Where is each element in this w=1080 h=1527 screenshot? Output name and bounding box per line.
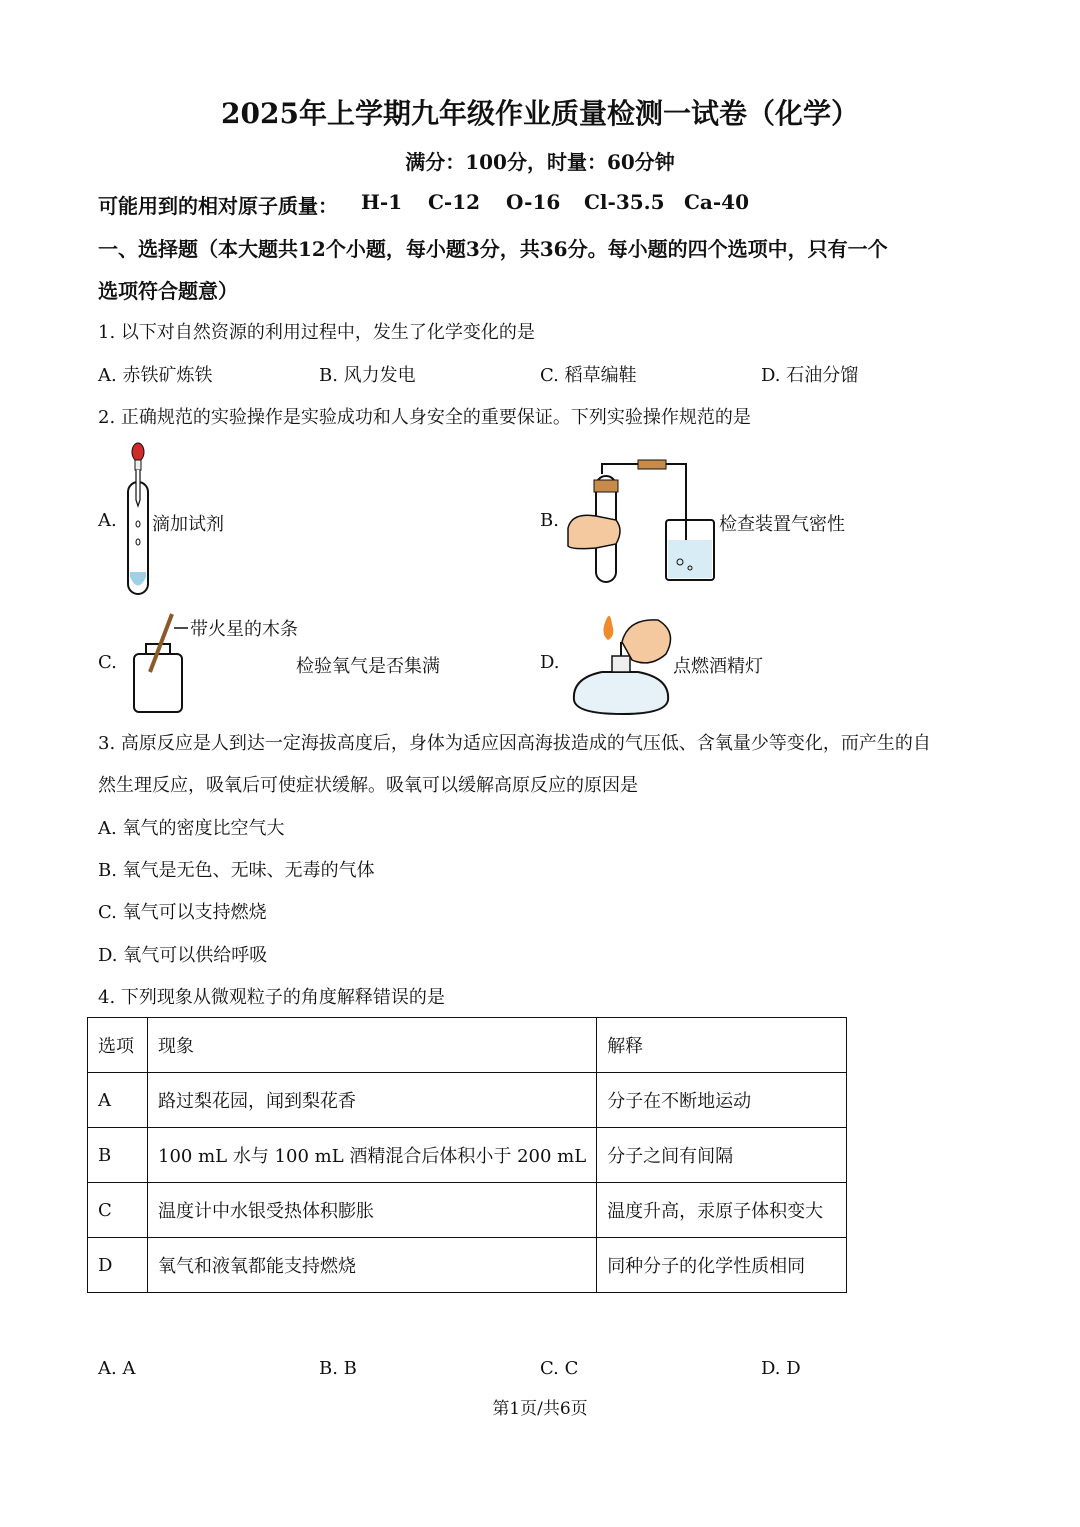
atomic-mass-cl: Cl-35.5 — [584, 190, 665, 214]
q1-option-a: A. 赤铁矿炼铁 — [98, 365, 213, 386]
q3-option-b: B. 氧气是无色、无味、无毒的气体 — [98, 860, 375, 881]
table-row — [88, 1183, 847, 1238]
q3-stem-line2: 然生理反应，吸氧后可使症状缓解。吸氧可以缓解高原反应的原因是 — [98, 775, 638, 796]
exam-info: 满分：100分，时量：60分钟 — [405, 150, 675, 174]
header-explanation: 解释 — [597, 1018, 847, 1073]
table-row — [88, 1073, 847, 1128]
q2-c-callout: 带火星的木条 — [190, 619, 298, 640]
row-phenomenon: 温度计中水银受热体积膨胀 — [148, 1183, 597, 1238]
table-row — [88, 1238, 847, 1293]
q2-stem: 2. 正确规范的实验操作是实验成功和人身安全的重要保证。下列实验操作规范的是 — [98, 407, 751, 428]
q4-option-a: A. A — [98, 1358, 136, 1379]
q2-a-letter: A. — [98, 510, 117, 531]
q3-stem-line1: 3. 高原反应是人到达一定海拔高度后，身体为适应因高海拔造成的气压低、含氧量少等变化，而产生的自 — [98, 733, 931, 754]
page-footer: 第1页/共6页 — [492, 1399, 588, 1419]
row-explanation: 温度升高，汞原子体积变大 — [597, 1183, 847, 1238]
row-explanation: 分子在不断地运动 — [597, 1073, 847, 1128]
alcohol-lamp-figure — [566, 612, 676, 716]
atomic-mass-c: C-12 — [428, 190, 481, 214]
row-option: B — [88, 1128, 148, 1183]
table-row — [88, 1128, 847, 1183]
q4-table — [87, 1017, 847, 1293]
row-phenomenon: 路过梨花园，闻到梨花香 — [148, 1073, 597, 1128]
q1-option-c: C. 稻草编鞋 — [540, 365, 637, 386]
q2-b-letter: B. — [540, 510, 559, 531]
oxygen-collection-figure — [128, 612, 198, 714]
q4-option-b: B. B — [319, 1358, 357, 1379]
q2-d-letter: D. — [540, 652, 560, 673]
row-explanation: 同种分子的化学性质相同 — [597, 1238, 847, 1293]
row-option: C — [88, 1183, 148, 1238]
row-explanation: 分子之间有间隔 — [597, 1128, 847, 1183]
section-header-cont: 选项符合题意） — [98, 279, 238, 303]
atomic-masses-label: 可能用到的相对原子质量： — [98, 194, 338, 218]
q4-option-d: D. D — [761, 1358, 801, 1379]
q2-c-letter: C. — [98, 652, 117, 673]
airtightness-check-figure — [566, 458, 726, 584]
atomic-mass-ca: Ca-40 — [684, 190, 750, 214]
row-phenomenon: 100 mL 水与 100 mL 酒精混合后体积小于 200 mL — [148, 1128, 597, 1183]
atomic-mass-h: H-1 — [361, 190, 403, 214]
page-title: 2025年上学期九年级作业质量检测一试卷（化学） — [221, 97, 859, 130]
q3-option-c: C. 氧气可以支持燃烧 — [98, 902, 267, 923]
row-option: D — [88, 1238, 148, 1293]
q3-option-a: A. 氧气的密度比空气大 — [98, 818, 285, 839]
section-header: 一、选择题（本大题共12个小题，每小题3分，共36分。每小题的四个选项中，只有一个 — [98, 237, 888, 261]
q4-stem: 4. 下列现象从微观粒子的角度解释错误的是 — [98, 987, 445, 1008]
table-header-row — [88, 1018, 847, 1073]
q1-option-d: D. 石油分馏 — [761, 365, 859, 386]
q2-b-caption: 检查装置气密性 — [719, 514, 845, 535]
header-option: 选项 — [88, 1018, 148, 1073]
header-phenomenon: 现象 — [148, 1018, 597, 1073]
row-option: A — [88, 1073, 148, 1128]
q1-option-b: B. 风力发电 — [319, 365, 416, 386]
q2-a-caption: 滴加试剂 — [152, 514, 224, 535]
row-phenomenon: 氧气和液氧都能支持燃烧 — [148, 1238, 597, 1293]
atomic-mass-o: O-16 — [506, 190, 561, 214]
q2-c-caption: 检验氧气是否集满 — [296, 656, 440, 677]
q3-option-d: D. 氧气可以供给呼吸 — [98, 945, 268, 966]
q4-option-c: C. C — [540, 1358, 579, 1379]
q2-d-caption: 点燃酒精灯 — [673, 656, 763, 677]
q1-stem: 1. 以下对自然资源的利用过程中，发生了化学变化的是 — [98, 322, 535, 343]
